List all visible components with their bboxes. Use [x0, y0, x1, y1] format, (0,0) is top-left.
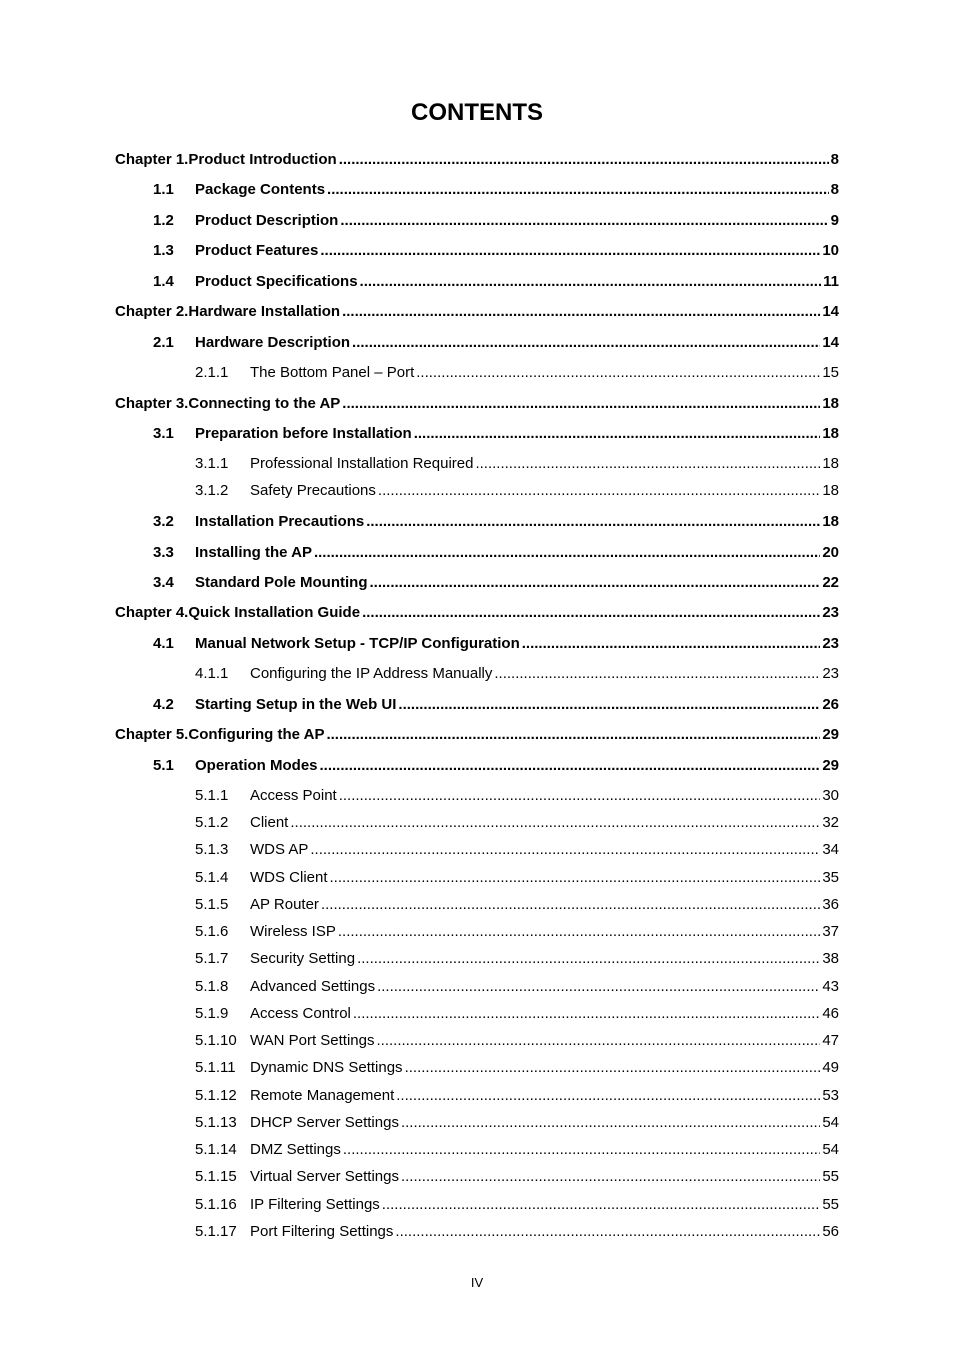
toc-dot-leader [343, 1140, 820, 1160]
toc-dot-leader [396, 1086, 820, 1106]
toc-entry-page: 49 [822, 1059, 839, 1076]
toc-entry-page: 55 [822, 1196, 839, 1213]
toc-entry-page: 36 [822, 896, 839, 913]
toc-dot-leader [366, 512, 820, 532]
toc-entry-page: 56 [822, 1223, 839, 1240]
toc-subsection-entry[interactable] [115, 1058, 839, 1078]
toc-entry-title: Product Description [195, 212, 339, 229]
toc-entry-title: Client [250, 814, 289, 831]
toc-dot-leader [290, 813, 820, 833]
toc-dot-leader [378, 481, 820, 501]
toc-entry-page: 54 [822, 1114, 839, 1131]
toc-entry-number: 5.1.1 [195, 787, 229, 804]
toc-entry-number: 1.1 [153, 181, 174, 198]
toc-dot-leader [339, 786, 821, 806]
toc-entry-number: Chapter 5. [115, 726, 189, 743]
toc-chapter-entry[interactable] [115, 725, 839, 745]
toc-subsection-entry[interactable] [115, 1140, 839, 1160]
toc-entry-title: DMZ Settings [250, 1141, 341, 1158]
toc-entry-title: DHCP Server Settings [250, 1114, 399, 1131]
toc-entry-title: Preparation before Installation [195, 425, 412, 442]
toc-entry-page: 54 [822, 1141, 839, 1158]
toc-dot-leader [414, 424, 821, 444]
toc-dot-leader [310, 840, 820, 860]
toc-entry-number: 1.2 [153, 212, 174, 229]
toc-chapter-entry[interactable] [115, 394, 839, 414]
toc-entry-number: 5.1.3 [195, 841, 229, 858]
toc-entry-title: Access Control [250, 1005, 351, 1022]
toc-section-entry[interactable] [115, 241, 839, 261]
toc-entry-number: 3.1 [153, 425, 174, 442]
toc-section-entry[interactable] [115, 424, 839, 444]
toc-dot-leader [395, 1222, 820, 1242]
toc-entry-page: 8 [830, 181, 839, 198]
toc-entry-number: 3.1.2 [195, 482, 229, 499]
toc-dot-leader [357, 949, 820, 969]
toc-section-entry[interactable] [115, 634, 839, 654]
toc-dot-leader [353, 1004, 820, 1024]
toc-entry-page: 47 [822, 1032, 839, 1049]
toc-entry-page: 14 [822, 303, 839, 320]
toc-entry-title: Configuring the AP [188, 726, 325, 743]
toc-entry-title: Virtual Server Settings [250, 1168, 399, 1185]
toc-entry-number: 4.1.1 [195, 665, 229, 682]
toc-subsection-entry[interactable] [115, 786, 839, 806]
toc-entry-page: 26 [822, 696, 839, 713]
toc-entry-number: 5.1.7 [195, 950, 229, 967]
toc-entry-title: IP Filtering Settings [250, 1196, 380, 1213]
toc-entry-title: Security Setting [250, 950, 356, 967]
toc-entry-number: Chapter 4. [115, 604, 189, 621]
toc-entry-number: 3.3 [153, 544, 174, 561]
toc-entry-title: Quick Installation Guide [188, 604, 361, 621]
toc-subsection-entry[interactable] [115, 1222, 839, 1242]
toc-entry-page: 38 [822, 950, 839, 967]
toc-entry-page: 29 [822, 726, 839, 743]
toc-subsection-entry[interactable] [115, 363, 839, 383]
toc-dot-leader [522, 634, 821, 654]
toc-entry-page: 35 [822, 869, 839, 886]
toc-dot-leader [327, 180, 829, 200]
toc-entry-title: WDS Client [250, 869, 328, 886]
toc-chapter-entry[interactable] [115, 603, 839, 623]
toc-dot-leader [342, 302, 820, 322]
toc-section-entry[interactable] [115, 272, 839, 292]
toc-subsection-entry[interactable] [115, 977, 839, 997]
toc-section-entry[interactable] [115, 756, 839, 776]
toc-dot-leader [405, 1058, 821, 1078]
toc-entry-number: Chapter 2. [115, 303, 189, 320]
toc-entry-number: 5.1.16 [195, 1196, 237, 1213]
toc-entry-title: Product Features [195, 242, 319, 259]
toc-section-entry[interactable] [115, 333, 839, 353]
toc-entry-title: The Bottom Panel – Port [250, 364, 415, 381]
toc-dot-leader [326, 725, 820, 745]
toc-entry-page: 9 [830, 212, 839, 229]
toc-entry-page: 32 [822, 814, 839, 831]
toc-entry-title: Safety Precautions [250, 482, 376, 499]
toc-subsection-entry[interactable] [115, 1004, 839, 1024]
toc-entry-number: 5.1.4 [195, 869, 229, 886]
toc-dot-leader [370, 573, 821, 593]
toc-entry-page: 30 [822, 787, 839, 804]
toc-subsection-entry[interactable] [115, 813, 839, 833]
toc-entry-number: 5.1.9 [195, 1005, 229, 1022]
toc-entry-page: 23 [822, 635, 839, 652]
toc-entry-number: 5.1.10 [195, 1032, 237, 1049]
toc-entry-title: Dynamic DNS Settings [250, 1059, 403, 1076]
toc-entry-page: 15 [822, 364, 839, 381]
toc-entry-title: WAN Port Settings [250, 1032, 375, 1049]
toc-entry-number: 2.1 [153, 334, 174, 351]
toc-entry-title: Professional Installation Required [250, 455, 474, 472]
toc-dot-leader [330, 868, 821, 888]
toc-entry-page: 46 [822, 1005, 839, 1022]
toc-entry-title: Wireless ISP [250, 923, 336, 940]
toc-entry-number: 4.2 [153, 696, 174, 713]
toc-entry-number: Chapter 3. [115, 395, 189, 412]
toc-entry-title: Installing the AP [195, 544, 312, 561]
toc-dot-leader [360, 272, 822, 292]
toc-entry-page: 34 [822, 841, 839, 858]
toc-entry-title: Standard Pole Mounting [195, 574, 368, 591]
toc-subsection-entry[interactable] [115, 895, 839, 915]
toc-entry-title: Package Contents [195, 181, 326, 198]
toc-entry-number: 1.3 [153, 242, 174, 259]
toc-dot-leader [377, 977, 820, 997]
toc-entry-title: WDS AP [250, 841, 309, 858]
toc-dot-leader [416, 363, 820, 383]
toc-entry-number: 3.4 [153, 574, 174, 591]
toc-subsection-entry[interactable] [115, 840, 839, 860]
toc-dot-leader [401, 1113, 820, 1133]
toc-subsection-entry[interactable] [115, 454, 839, 474]
toc-subsection-entry[interactable] [115, 1113, 839, 1133]
toc-section-entry[interactable] [115, 573, 839, 593]
toc-entry-page: 10 [822, 242, 839, 259]
toc-entry-number: Chapter 1. [115, 151, 189, 168]
toc-entry-page: 11 [823, 273, 839, 290]
toc-dot-leader [352, 333, 820, 353]
toc-entry-number: 5.1.14 [195, 1141, 237, 1158]
toc-dot-leader [321, 895, 820, 915]
toc-entry-page: 18 [822, 513, 839, 530]
toc-subsection-entry[interactable] [115, 1031, 839, 1051]
toc-entry-page: 20 [822, 544, 839, 561]
toc-entry-page: 53 [822, 1087, 839, 1104]
toc-entry-number: 3.2 [153, 513, 174, 530]
toc-entry-number: 5.1.5 [195, 896, 229, 913]
toc-dot-leader [342, 394, 820, 414]
toc-dot-leader [314, 543, 820, 563]
page-number: IV [470, 1275, 484, 1290]
toc-dot-leader [320, 756, 821, 776]
toc-entry-title: Manual Network Setup - TCP/IP Configuration [195, 635, 520, 652]
toc-subsection-entry[interactable] [115, 868, 839, 888]
toc-entry-page: 37 [822, 923, 839, 940]
toc-section-entry[interactable] [115, 512, 839, 532]
toc-entry-title: Connecting to the AP [188, 395, 341, 412]
toc-entry-page: 55 [822, 1168, 839, 1185]
toc-section-entry[interactable] [115, 211, 839, 231]
toc-dot-leader [338, 922, 820, 942]
toc-entry-page: 18 [822, 425, 839, 442]
toc-section-entry[interactable] [115, 695, 839, 715]
toc-dot-leader [320, 241, 820, 261]
toc-subsection-entry[interactable] [115, 664, 839, 684]
toc-entry-title: Product Introduction [188, 151, 337, 168]
toc-entry-title: Starting Setup in the Web UI [195, 696, 397, 713]
toc-dot-leader [340, 211, 828, 231]
toc-entry-title: AP Router [250, 896, 319, 913]
toc-entry-title: Advanced Settings [250, 978, 376, 995]
toc-entry-title: Access Point [250, 787, 337, 804]
toc-entry-number: 5.1.15 [195, 1168, 237, 1185]
toc-subsection-entry[interactable] [115, 949, 839, 969]
toc-entry-number: 1.4 [153, 273, 174, 290]
toc-entry-page: 18 [822, 395, 839, 412]
toc-entry-title: Operation Modes [195, 757, 318, 774]
toc-section-entry[interactable] [115, 180, 839, 200]
toc-entry-page: 29 [822, 757, 839, 774]
toc-entry-title: Product Specifications [195, 273, 358, 290]
toc-dot-leader [494, 664, 820, 684]
toc-dot-leader [382, 1195, 821, 1215]
toc-entry-title: Installation Precautions [195, 513, 365, 530]
toc-entry-title: Remote Management [250, 1087, 395, 1104]
toc-entry-title: Configuring the IP Address Manually [250, 665, 493, 682]
toc-dot-leader [401, 1167, 820, 1187]
toc-entry-page: 18 [822, 455, 839, 472]
toc-entry-number: 5.1.13 [195, 1114, 237, 1131]
toc-subsection-entry[interactable] [115, 1086, 839, 1106]
toc-entry-number: 5.1.17 [195, 1223, 237, 1240]
toc-chapter-entry[interactable] [115, 302, 839, 322]
toc-entry-number: 3.1.1 [195, 455, 229, 472]
toc-entry-number: 5.1.2 [195, 814, 229, 831]
toc-entry-number: 5.1.8 [195, 978, 229, 995]
toc-subsection-entry[interactable] [115, 1167, 839, 1187]
toc-entry-page: 23 [822, 604, 839, 621]
toc-dot-leader [376, 1031, 820, 1051]
toc-entry-page: 22 [822, 574, 839, 591]
page-title: CONTENTS [411, 99, 543, 126]
toc-entry-number: 4.1 [153, 635, 174, 652]
toc-entry-title: Hardware Installation [188, 303, 341, 320]
toc-entry-number: 5.1.12 [195, 1087, 237, 1104]
toc-entry-number: 5.1.11 [195, 1059, 236, 1076]
toc-subsection-entry[interactable] [115, 1195, 839, 1215]
toc-dot-leader [339, 150, 829, 170]
toc-dot-leader [362, 603, 820, 623]
toc-entry-number: 2.1.1 [195, 364, 229, 381]
toc-entry-title: Hardware Description [195, 334, 351, 351]
toc-subsection-entry[interactable] [115, 481, 839, 501]
toc-entry-page: 18 [822, 482, 839, 499]
toc-dot-leader [398, 695, 820, 715]
toc-entry-number: 5.1.6 [195, 923, 229, 940]
toc-entry-page: 8 [830, 151, 839, 168]
toc-section-entry[interactable] [115, 543, 839, 563]
toc-subsection-entry[interactable] [115, 922, 839, 942]
toc-entry-number: 5.1 [153, 757, 174, 774]
toc-entry-page: 14 [822, 334, 839, 351]
toc-entry-page: 23 [822, 665, 839, 682]
toc-entry-page: 43 [822, 978, 839, 995]
toc-dot-leader [475, 454, 820, 474]
toc-entry-title: Port Filtering Settings [250, 1223, 394, 1240]
toc-chapter-entry[interactable] [115, 150, 839, 170]
